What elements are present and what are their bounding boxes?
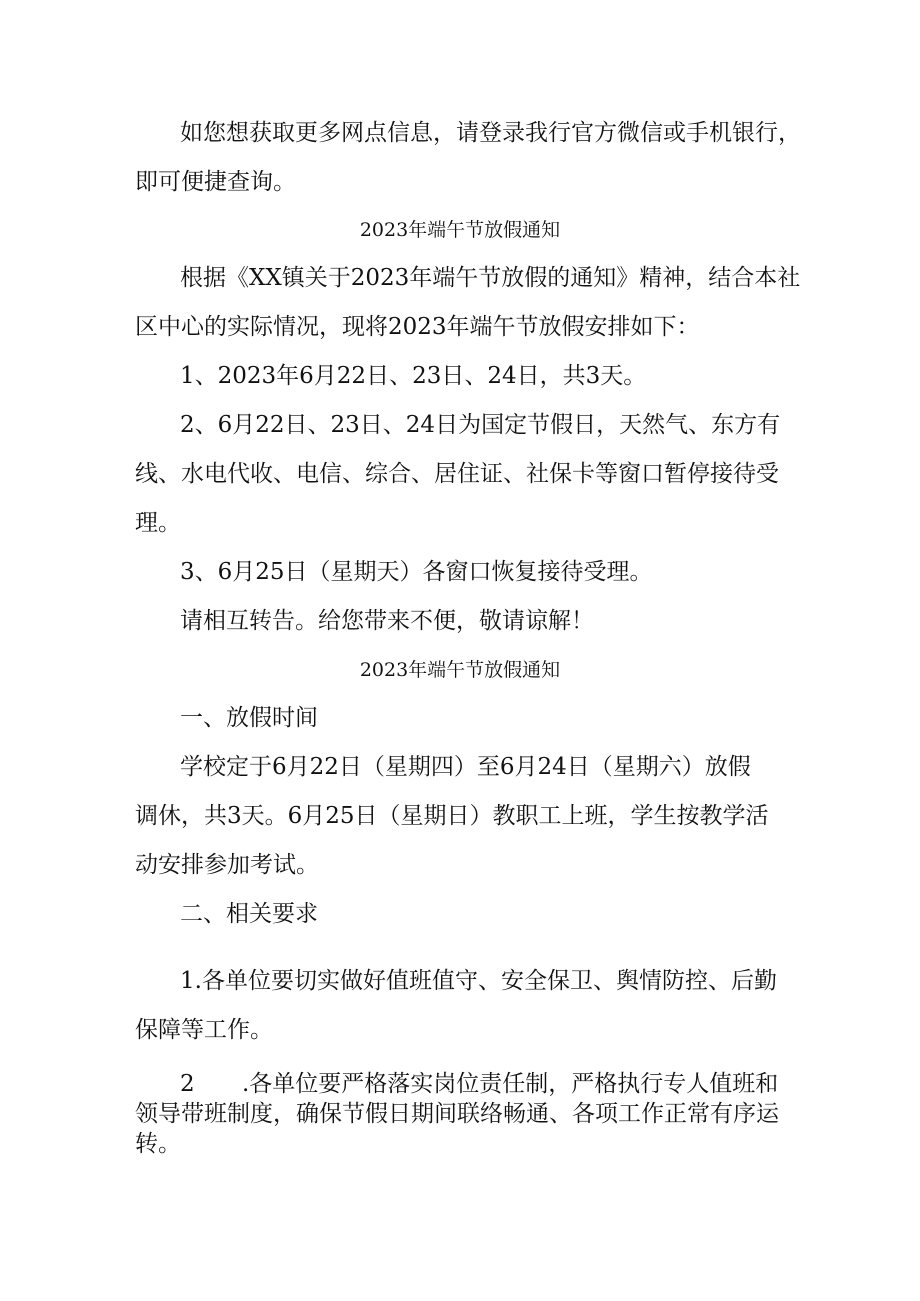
list-item-continuation: 转。 [135, 1131, 181, 1157]
list-item: 2、6月22日、23日、24日为国定节假日，天然气、东方有 [180, 412, 781, 438]
list-item-continuation: 保障等工作。 [135, 1017, 273, 1043]
list-item: 1.各单位要切实做好值班值守、安全保卫、舆情防控、后勤 [180, 968, 777, 994]
paragraph-line: 学校定于6月22日（星期四）至6月24日（星期六）放假 [180, 754, 751, 780]
paragraph-line: 即可便捷查询。 [135, 169, 296, 195]
paragraph-line: 动安排参加考试。 [135, 852, 319, 878]
paragraph-line: 调休，共3天。6月25日（星期日）教职工上班，学生按教学活 [135, 803, 769, 829]
list-item: 1、2023年6月22日、23日、24日，共3天。 [180, 363, 647, 389]
list-item: .各单位要严格落实岗位责任制，严格执行专人值班和 [242, 1071, 779, 1097]
list-item: 3、6月25日（星期天）各窗口恢复接待受理。 [180, 559, 653, 585]
list-item-continuation: 理。 [135, 510, 181, 536]
paragraph-line: 根据《XX镇关于2023年端午节放假的通知》精神，结合本社 [180, 265, 801, 291]
list-item-continuation: 领导带班制度，确保节假日期间联络畅通、各项工作正常有序运 [135, 1101, 779, 1127]
paragraph-line: 如您想获取更多网点信息，请登录我行官方微信或手机银行， [180, 120, 801, 146]
notice-title: 2023年端午节放假通知 [359, 219, 561, 241]
closing-line: 请相互转告。给您带来不便，敬请谅解！ [180, 608, 594, 634]
section-heading: 二、相关要求 [180, 901, 318, 927]
section-heading: 一、放假时间 [180, 705, 318, 731]
notice-title: 2023年端午节放假通知 [359, 659, 561, 681]
list-item-continuation: 线、水电代收、电信、综合、居住证、社保卡等窗口暂停接待受 [135, 461, 779, 487]
paragraph-line: 区中心的实际情况，现将2023年端午节放假安排如下： [135, 314, 700, 340]
list-item-number: 2 [180, 1071, 195, 1097]
